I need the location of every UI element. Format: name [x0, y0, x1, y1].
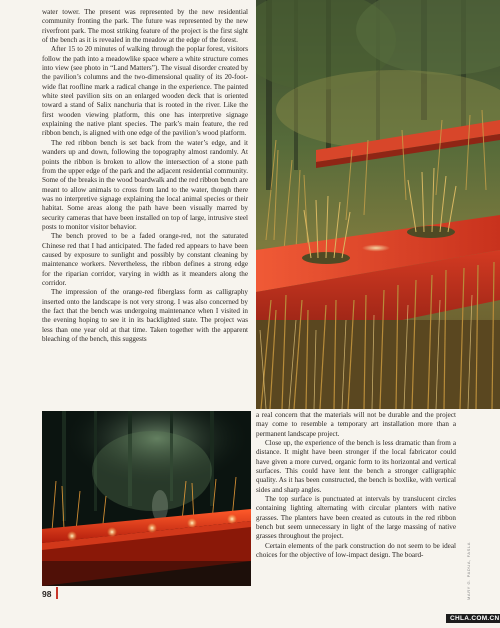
- page-number: 98: [42, 589, 52, 599]
- photo-credit-text: MARY G. PADUA, FASLA: [466, 541, 471, 600]
- photo-credit: [466, 540, 474, 600]
- paragraph: The red ribbon bench is set back from the water’s edge, and it wanders up and down, following the topography almost randomly. At points the ribbon is broken to allow the intersection of a stone path from the upper edge of the park and the adjacent residential community. Some of the breaks in the wood boardwalk and the red ribbon bench are meant to allow animals to cross from land to the water, though there was no interpretive signage explaining the local animal species or their habitat. Some areas along the path have been visually marred by security cameras that have been installed on top of large, intrusive steel posts to monitor visitor behavior.: [42, 138, 248, 231]
- paragraph: The impression of the orange-red fiberglass form as calligraphy inserted onto the landscape is not very strong. I was also concerned by the fact that the bench was undergoing maintenance when I visited in the evening hoping to see it in its backlighted state. The project was less than one year old at that time. Taken together with the apparent bleaching of the bench, this suggests: [42, 288, 248, 344]
- paragraph: The top surface is punctuated at intervals by translucent circles containing lighting alternating with circular planters with native grasses. The planters have been created as cutouts in the red ribbon bench but seem unnecessary in light of the large massing of native grasses throughout the project.: [256, 495, 456, 541]
- paragraph: Certain elements of the park construction do not seem to be ideal choices for the objective of low-impact design. The board-: [256, 541, 456, 560]
- photo-red-bench-night-image: [42, 411, 251, 586]
- paragraph: water tower. The present was represented by the new residential community fronting the park. The future was represented by the new riverfront park. The most striking feature of the project is the first sight of the bench as it is revealed in the meadow at the edge of the forest.: [42, 8, 248, 45]
- paragraph: After 15 to 20 minutes of walking through the poplar forest, visitors follow the path into a meadowlike space where a white structure comes into view (see photo in “Land Matters”). The visual disorder created by the pavilion’s columns and the two-dimensional quality of its 20-foot-wide flat roofline mark a radical change in the experience. The painted white steel pavilion sits on an enlarged wooden deck that is oriented toward a stand of Salix nanchuria that is rooted in the river. Like the first wooden viewing platform, this one has interpretive signage explaining the native plant species. The park’s main feature, the red ribbon bench, is aligned with one edge of the pavilion’s wood platform.: [42, 45, 248, 138]
- paragraph: Close up, the experience of the bench is less dramatic than from a distance. It might have been stronger if the local fabricator could have given a more curved, organic form to its horizontal and vertical surfaces. This could have lent the bench a stronger calligraphic quality. As it has been constructed, the bench is boxlike, with vertical sides and sharp angles.: [256, 439, 456, 494]
- photo-red-bench-daytime-image: [256, 0, 500, 409]
- article-right-column: [256, 411, 456, 561]
- paragraph: a real concern that the materials will not be durable and the project may come to resemble a temporary art installation more than a permanent landscape project.: [256, 411, 456, 438]
- paragraph: The bench proved to be a faded orange-red, not the saturated Chinese red that I had anticipated. The faded red appears to have been caused by exposure to sunlight and possibly by constant cleaning by maintenance workers. Nevertheless, the ribbon defines a strong edge for the riparian corridor, varying in width as it meanders along the corridor.: [42, 232, 248, 287]
- article-left-column: [42, 8, 248, 344]
- photo-red-bench-night: [42, 411, 251, 586]
- watermark: CHLA.COM.CN: [446, 614, 500, 623]
- page-number-rule: [56, 587, 58, 599]
- photo-red-bench-daytime: [256, 0, 500, 409]
